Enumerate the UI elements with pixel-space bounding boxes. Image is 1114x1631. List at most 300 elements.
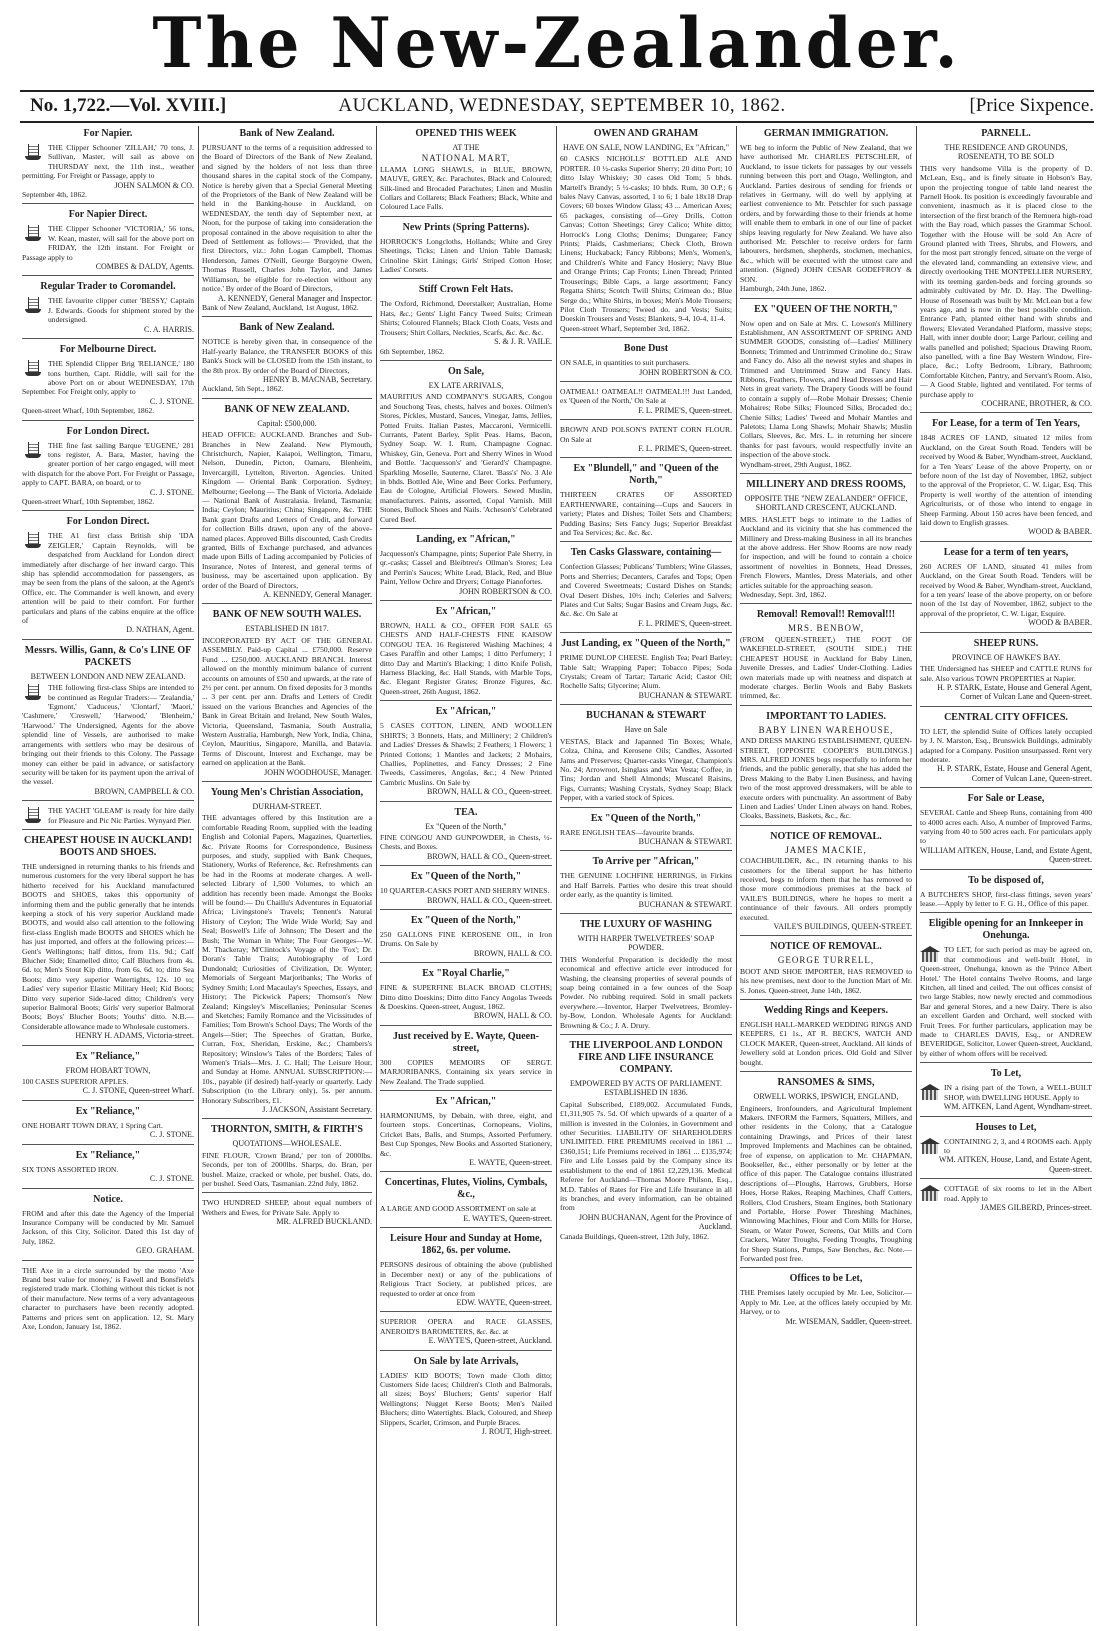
advertisement (202, 1124, 372, 1193)
ad-heading: PARNELL. (981, 128, 1031, 139)
advertisement (380, 606, 552, 701)
advertisement (202, 322, 372, 398)
ad-subheading: Have on Sale (624, 725, 668, 735)
ad-body-text: THE undersigned in returning thanks to his friends and numerous customers for the very liberal support he has hitherto received for his Auckland manufactured BOOTS and SHOES, takes this opportunity of informing them and the public generally that he intends keeping a stock of his very superior Auckland made BOOTS, and would also call attention to the following first-class English made BOOTS and SHOES which he has just imported, and offers at the following prices:— Gent's Wellingtons; half dittos, from 11s. 9d.; Calf Blucher Side; Enamelled ditto; Calf Bluchers from 4s. 6d. to; Men's Stout Kip ditto, from 6s. 6d. to; ditto Sea Boots; ditto very superior Watertights, 12s. 10 to; Ladies' very superior Elastic Military Heel; Kid Boots; Ditto very superior Side-laced ditto; Children's very superior Balmoral Boots; Girls' very superior Balmoral Boots; Boys' Blucher Boots; Youths' ditto. N.B.—Considerable allowance made to Wholesale customers. (22, 861, 194, 1031)
column-3 (380, 126, 552, 1626)
dateline-rule (20, 121, 1094, 123)
masthead-rule (20, 90, 1094, 92)
ad-signature: C. J. STONE. (149, 487, 194, 497)
advertisement (920, 128, 1092, 413)
ad-heading: For Napier Direct. (68, 209, 148, 221)
ad-body (22, 1266, 194, 1332)
ad-heading: Ex "Reliance," (75, 1105, 141, 1117)
ad-body (920, 808, 1092, 846)
ad-signature: JOHN ROBERTSON & CO. (459, 586, 552, 596)
advertisement (560, 425, 732, 458)
ad-dateline: Hamburgh, 24th June, 1862. (740, 284, 827, 294)
ad-body (740, 143, 912, 284)
ad-body (380, 1371, 552, 1427)
ad-heading: Leisure Hour and Sunday at Home, 1862, 6s. per volume. (390, 1233, 542, 1257)
advertisement (920, 638, 1092, 707)
advertisement (22, 344, 194, 420)
house-icon (920, 1185, 940, 1201)
ad-body (560, 358, 732, 367)
ad-signature: EDW. WAYTE, Queen-street. (456, 1297, 552, 1307)
ad-dateline: Auckland, 5th Sept., 1862. (202, 384, 284, 394)
ship-icon (22, 297, 44, 315)
ad-body (740, 967, 912, 995)
advertisement (380, 1233, 552, 1312)
ad-signature: A. KENNEDY, General Manager. (263, 590, 372, 600)
ad-heading: For Sale or Lease, (967, 793, 1045, 805)
ad-body (920, 1083, 1092, 1102)
advertisement (380, 366, 552, 529)
ad-dateline: 6th September, 1862. (380, 346, 445, 356)
ad-caption: JAMES MACKIE, (785, 844, 867, 855)
ad-body (22, 806, 194, 825)
place-date: AUCKLAND, WEDNESDAY, SEPTEMBER 10, 1862. (338, 95, 786, 116)
ad-heading: BUCHANAN & STEWART (586, 710, 706, 722)
ad-heading: To Arrive per "African," (592, 856, 700, 868)
ad-heading: Wedding Rings and Keepers. (764, 1005, 888, 1017)
advertisement (22, 1150, 194, 1189)
column-rule (376, 126, 377, 1626)
ad-signature: E. WAYTE, Queen-street. (469, 1158, 552, 1168)
ad-body (202, 1151, 372, 1189)
ad-body-text: THE Clipper Schooner 'ZILLAH,' 70 tons, J. Sullivan, Master, will sail as above on THURSDAY next, the 11th inst., weather permitting. For Freight or Passage, apply to (22, 143, 194, 181)
ad-body (560, 653, 732, 691)
ad-heading: IMPORTANT TO LADIES. (766, 710, 886, 722)
ad-body-text: PRIME DUNLOP CHEESE. English Tea; Pearl Barley; Table Salt; Wrapping Paper; Tobacco Pipes; Soda Crystals; Cream of Tartar; Tartaric Acid; Castor Oil; Rochelle Salts; Glycerine; Alum. (560, 653, 732, 691)
ad-signature: WILLIAM AITKEN, House, Land, and Estate Agent, Queen-street. (920, 845, 1092, 865)
ad-body (202, 813, 372, 1105)
ad-body (202, 636, 372, 768)
ad-body (380, 1317, 552, 1336)
advertisement (920, 418, 1092, 541)
ad-subheading: OPPOSITE THE "NEW ZEALANDER" OFFICE, SHORTLAND CRESCENT, AUCKLAND. (744, 494, 908, 513)
advertisement (560, 343, 732, 382)
ad-heading: Removal! Removal!! Removal!!! (756, 609, 896, 621)
ad-body-text: IN a rising part of the Town, a WELL-BUILT SHOP, with DWELLING HOUSE. Apply to (944, 1083, 1092, 1102)
ad-body (380, 621, 552, 696)
ad-body-text: TO LET, for such period as may be agreed on, that commodious and well-built Hotel, in Queen-street, Onehunga, known as the 'Prince Albert Hotel.' The Hotel contains Twelve Rooms, and large Kitchen, all lined and ceiled. The out offices consist of two large Stables, now newly erected and commodious Bar and general Stores, and a new Dairy. There is also an excellent Garden and Orchard, well stocked with Fruit Trees. For further particulars, application may be made to CHARLES DAVIS, Esq., or ANDREW BEVERIDGE, Solicitor, Lower Queen-street, Auckland, by either of whom offers will be received. (920, 945, 1092, 1058)
ad-body (740, 635, 912, 701)
ad-signature: BROWN, CAMPBELL & CO. (94, 786, 194, 796)
ad-body (380, 165, 552, 212)
ad-dateline: Canada Buildings, Queen-street, 12th July, 1862. (560, 1231, 710, 1241)
ad-signature: COCHRANE, BROTHER, & CO. (981, 398, 1092, 408)
ad-body (560, 425, 732, 444)
ad-signature: BUCHANAN & STEWART. (638, 899, 732, 909)
ad-subheading: EMPOWERED BY ACTS OF PARLIAMENT. ESTABLISHED IN 1836. (570, 1079, 722, 1098)
ad-body-text: Now open and on Sale at Mrs. C. Lowson's Millinery Establishment, AN ASSORTMENT OF SPRING AND SUMMER GOODS, consisting of—Ladies' Millinery Bonnets; Trimmed and Untrimmed Crinoline do.; Straw and Fancy do. Also all the newest styles and shapes in Trimmed and Untrimmed Straw and Fancy Hats. Ribbons, Feathers, Flowers, and Head Dresses and Hair Nets in great variety. The Drapery Goods will be found to contain a supply of—Robe Mohair Dresses; Chenie Mohaires; Robe Silks; Flounced Silks, Brocaded do.; Chenie Silks; Ladies' Tweed and Mohair Mantles and Paletots; Llama Long Shawls; Mohair Shawls; Muslin Collars, Sleeves, &c. Mrs. L. in returning her sincere thanks for past favours, would respectfully invite an inspection of the above stock. (740, 318, 912, 460)
ad-heading: Regular Trader to Coromandel. (40, 281, 176, 293)
ad-signature: C. J. STONE. (149, 396, 194, 406)
ad-body (202, 143, 372, 294)
column-rule (916, 126, 917, 1626)
ad-heading: Eligible opening for an Innkeeper in Onehunga. (928, 918, 1084, 942)
ad-body-text: CONTAINING 2, 3, and 4 ROOMS each. Apply to (944, 1136, 1092, 1155)
column-2 (202, 126, 372, 1626)
ad-signature: WM. AITKEN, Land Agent, Wyndham-street. (943, 1102, 1092, 1112)
ad-heading: Ex "African," (435, 606, 497, 618)
ad-body-text: The Oxford, Richmond, Deerstalker; Australian, Home Hats, &c.; Gents' Light Fancy Tweed Suits; Crimean Shirts; Coloured Flannels; Black Cloth Coats, Vests and Trousers; Shirt Collars, Neckties, Scarfs, &c. &c. &c. (380, 299, 552, 337)
ad-body (202, 430, 372, 590)
ad-body-text: AND DRESS MAKING ESTABLISHMENT, QUEEN-STREET, [OPPOSITE COOPER'S BUILDINGS.] MRS. ALFRED JONES begs respectfully to inform her friends, and the public generally, that she has added the Dress Making to the Baby Linen Business, and having two of the most approved dressmakers, will be able to execute orders with punctuality. An assortment of Baby Linen and Ladies' Under Linen always on hand. Robes, Cloaks, Bassinets, Baskets, &c., &c. (740, 736, 912, 821)
ad-body (740, 319, 912, 460)
ad-heading: Ex "African," (435, 1096, 497, 1108)
ad-body (920, 433, 1092, 527)
advertisement (920, 875, 1092, 914)
ad-body (920, 664, 1092, 683)
ad-body-text: BROWN, HALL & CO., OFFER FOR SALE 65 CHESTS AND HALF-CHESTS FINE KAISOW CONGOU TEA. 16 Registered Washing Machines; 4 Cases Paraffin and other Lamps; 1 ditto Perfumery; 1 ditto Day and Martin's Blacking; 1 ditto Knife Polish, Harness Blacking, &c. Hall Stands, with Marble Tops, &c. Elegant Register Grates; Bronze Figures, &c. Queen-street, 26th August, 1862. (380, 621, 552, 696)
ad-body (740, 1104, 912, 1264)
ad-body (22, 143, 194, 181)
ad-body-text: ENGLISH HALL-MARKED WEDDING RINGS AND KEEPERS, £1 1s., AT R. BECK'S, WATCH AND CLOCK MAKER, Queen-street, Auckland. All kinds of Jewellery sold at London prices. Old Gold and Silver bought. (740, 1020, 912, 1067)
ad-body-text: HEAD OFFICE: AUCKLAND. Branches and Sub-Branches in New Zealand. New Plymouth, Christchurch, Napier, Kaiapoi, Wellington, Timaru, Nelson, Dunedin, Picton, Oamaru, Blenheim, Invercargill, Lyttelton, Riverton. Agencies. United Kingdom — Oriental Bank Corporation. Sydney; Melbourne; Geelong — The Bank of Victoria. Adelaide — National Bank of Australasia. Ireland, Tasmania; India; Ceylon; Mauritius; China; Singapore, &c. THE Bank grant Drafts and Letters of Credit, and forward for collection Bills drawn, upon any of the above-named places. Approved Bills discounted, Cash Credits granted, Bills of Exchange purchased, and advances made upon Bills of Lading accompanied by Policies of Insurance, Notes of Interest, and general terms of business, may be ascertained upon application. By order of the Board of Directors, (202, 430, 372, 590)
ad-body-text: TO LET, the splendid Suite of Offices lately occupied by J. N. Marston, Esq., Brunswick Buildings, admirably adapted for a Company. Position unsurpassed. Rent very moderate. (920, 726, 1092, 764)
ad-body (740, 515, 912, 590)
ad-body-text: A LARGE AND GOOD ASSORTMENT on sale at (380, 1204, 537, 1214)
advertisement (920, 793, 1092, 869)
advertisement (920, 1184, 1092, 1216)
ad-heading: Bank of New Zealand. (239, 322, 335, 334)
ad-signature: BUCHANAN & STEWART. (638, 836, 732, 846)
ad-body-text: THE following first-class Ships are intended to be continued as Regular Traders:— 'Zealandia,' 'Egmont,' 'Caduceus,' 'Clontarf,' 'Maori,' 'Cashmere,' 'Creswell,' 'Harwood,' 'Blenheim,' 'Harwood.' The Undersigned, Agents for the above splendid line of Vessels, are authorised to make arrangements with settlers who may be desirous of bringing out their friends to this Colony. The Passage money can either be paid in advance, or satisfactory security will be taken for its payment upon the arrival of the vessel. (22, 683, 194, 787)
ad-body-text: ONE HOBART TOWN DRAY, 1 Spring Cart. (22, 1120, 163, 1130)
ad-body (380, 392, 552, 524)
ad-subheading: ESTABLISHED IN 1817. (245, 624, 329, 634)
ad-body (22, 1209, 194, 1247)
ad-body-text: 250 GALLONS FINE KEROSENE OIL, in Iron Drums. On Sale by (380, 929, 552, 949)
house-icon (920, 946, 940, 962)
advertisement (380, 871, 552, 910)
ad-body (380, 886, 552, 895)
advertisement (380, 807, 552, 867)
ad-body-text: THE Axe in a circle surrounded by the motto 'Axe Brand best value for money,' is Fawell and Bonsfield's registered trade mark. Clothing without this ticket is not of their manufacture. New terms of a very advantageous character to purchasers have been recently adopted. Patterns and prices sent on application. 12, St. Mary Axe, London, January 1st, 1862. (22, 1265, 194, 1331)
ad-subheading: Ex "Queen of the North," (425, 821, 507, 831)
advertisement (740, 711, 912, 826)
ad-signature: BROWN, HALL & CO., Queen-street. (426, 851, 552, 861)
advertisement (22, 645, 194, 801)
ad-caption: MRS. BENBOW, (788, 623, 864, 634)
ad-heading: OWEN AND GRAHAM (593, 128, 699, 139)
ad-body-text: 5 CASES COTTON, LINEN, AND WOOLLEN SHIRTS; 3 Bonnets, Hats, and Millinery; 2 Children's and Ladies' Dresses & Shawls; 2 Feathers; 1 Flowers; 1 Printed Cottons; 1 Mantles and Jackets; 2 Mohairs, Challies, Poplinettes, and Fancy Dresses; 2 Fine Tweeds, Cassimeres, Angolas, &c.; 4 New Printed Cambric Muslins. On Sale by (380, 721, 552, 787)
ad-body-text: FINE FLOUR, 'Crown Brand,' per ton of 2000lbs. Seconds, per ton of 2000lbs. Sharps, do. Bran, per bushel. Maize, cracked or whole, per bushel. Oats, do. per bushel. Seed Oats, Tasmanian. 22nd July, 1862. (202, 1150, 372, 1188)
ad-signature: C. J. STONE, Queen-street Wharf. (82, 1086, 194, 1096)
advertisement (22, 1266, 194, 1336)
ad-body-text: WE beg to inform the Public of New Zealand, that we have authorised Mr. CHARLES PETSCHLER, of Auckland, to issue tickets for passages by our vessels running between this port and Otago, Wellington, and Auckland. Parties desirous of sending for friends or relatives in Germany, will do well by applying at earliest convenience to Mr. Petschler for such passage orders, and by forwarding those to their friends at home will enable them to embark in one of our line of packet ships leaving regularly for New Zealand. We have also authorised Mr. Petschler to receive orders for farm labourers, herdsmen, shepherds, stockmen, mechanics, &c., which will be executed with the utmost care and attention. (Signed) JOHN CESAR GODEFFROY & SON. (740, 143, 912, 284)
ad-body-text: FINE CONGOU AND GUNPOWDER, in Chests, ½-Chests, and Boxes. (380, 832, 552, 852)
advertisement (740, 941, 912, 1000)
ad-body-text: THE favourite clipper cutter 'BESSY,' Captain J. Edwards. Goods for shipment stored by the undersigned. (48, 296, 194, 325)
ad-heading: Stiff Crown Felt Hats. (418, 284, 514, 296)
ad-body (22, 1165, 194, 1174)
ad-signature: C. J. STONE. (149, 1174, 194, 1184)
ad-body-text: OATMEAL! OATMEAL!! OATMEAL!!! Just Landed, ex 'Queen of the North,' On Sale at (560, 386, 732, 406)
ad-body-text: SIX TONS ASSORTED IRON. (22, 1164, 119, 1174)
advertisement (560, 547, 732, 633)
column-5 (740, 126, 912, 1626)
advertisement (740, 609, 912, 705)
ad-body-text: THE Splendid Clipper Brig 'RELIANCE,' 180 tons burthen, Capt. Riddle, will sail for the above Port on or about WEDNESDAY, 17th September. For Freight only, apply to (22, 359, 194, 397)
ad-heading: To Let, (990, 1068, 1022, 1080)
ad-signature: D. NATHAN, Agent. (126, 625, 194, 635)
ad-body (920, 945, 1092, 1058)
ad-body-text: A BUTCHER'S SHOP, first-class fittings, seven years' lease.—Apply by letter to F. G. H., Office of this paper. (920, 889, 1092, 908)
advertisement (560, 463, 732, 542)
ad-signature: BUCHANAN & STEWART. (638, 690, 732, 700)
ad-body (560, 562, 732, 618)
ad-heading: Ex "Reliance," (75, 1050, 141, 1062)
ad-heading: Ex "Royal Charlie," (422, 968, 510, 980)
ad-dateline: Wednesday, Sept. 3rd, 1862. (740, 590, 827, 600)
ad-subheading: THE RESIDENCE AND GROUNDS, ROSENEATH, TO BE SOLD (944, 143, 1068, 162)
ad-heading: RANSOMES & SIMS, (777, 1077, 875, 1089)
ad-body (22, 359, 194, 397)
ad-body (920, 727, 1092, 765)
ad-body (920, 1184, 1092, 1203)
column-rule (736, 126, 737, 1626)
ad-signature: E. WAYTE'S, Queen-street, Auckland. (428, 1336, 552, 1346)
ad-body-text: THIRTEEN CRATES OF ASSORTED EARTHENWARE, containing—Cups and Saucers in variety; Plates and Dishes; Toilet Sets and Chambers; Pudding Basins; Sets Fancy Jugs; Superior Breakfast and Tea Services; &c. &c. &c. (560, 490, 732, 537)
ad-signature: JOHN ROBERTSON & CO. (639, 367, 732, 377)
advertisement (380, 534, 552, 601)
ad-heading: For London Direct. (66, 425, 150, 437)
ad-heading: NOTICE OF REMOVAL. (770, 830, 882, 842)
ad-body-text: (FROM QUEEN-STREET,) THE FOOT OF WAKEFIELD-STREET, (SOUTH SIDE.) THE CHEAPEST HOUSE in Auckland for Baby Linen, Juvenile Dresses, and Ladies' Under-Clothing. Ladies own materials made up with neatness and dispatch at moderate charges. Berlin Wools and Baby Baskets trimmed, &c. (740, 634, 912, 701)
ad-heading: CENTRAL CITY OFFICES. (944, 711, 1068, 723)
ad-body (380, 1260, 552, 1298)
house-icon (920, 1084, 940, 1100)
advertisement (380, 1031, 552, 1091)
advertisement (380, 1096, 552, 1172)
ad-signature: A. KENNEDY, General Manager and Inspector. (217, 293, 372, 303)
ad-heading: Houses to Let, (975, 1121, 1037, 1133)
ad-heading: Concertinas, Flutes, Violins, Cymbals, &c., (384, 1177, 548, 1201)
advertisement (380, 1317, 552, 1350)
ad-body (380, 983, 552, 1011)
advertisement (740, 128, 912, 299)
ad-subheading: BETWEEN LONDON AND NEW ZEALAND. (30, 671, 186, 681)
ad-body-text: 1848 ACRES OF LAND, situated 12 miles from Auckland, on the Great South Road. Tenders will be received by Wood & Baber, Wyndham-street, Auckland, for a Ten Years' Lease of the above Property, on or before noon of the 1st day of November, 1862, subject to the approval of the Proprietor, C. W. Ligar, Esq. This Property is well worthy of the attention of intending Agriculturists, or of those who intend to engage in Sheep Farming. About 150 acres have been fenced, and laid down to English grasses. (920, 433, 1092, 528)
ship-icon (22, 144, 44, 162)
advertisement (22, 806, 194, 830)
ad-heading: On Sale, (447, 365, 485, 377)
ad-body-text: THE Clipper Schooner 'VICTORIA,' 56 tons, W. Kean, master, will sail for the above port on FRIDAY, the 12th instant. For Freight or Passage apply to (22, 224, 194, 262)
newspaper-title: The New-Zealander. (152, 2, 962, 84)
advertisement (22, 281, 194, 339)
house-icon (920, 1138, 940, 1154)
ad-body (560, 955, 732, 1030)
ad-body (560, 737, 732, 803)
ad-heading: Landing, ex "African," (416, 534, 516, 545)
ad-signature: WOOD & BABER. (1028, 618, 1092, 628)
ad-body-text: MAURITIUS AND COMPANY'S SUGARS, Congou and Souchong Teas, chests, halves and boxes. Oilmen's Stores, Pickles, Mustard, Sauces, Vinegar, Jams, Jellies, Potted Fruits. Italian Pastes, Maccaroni, Vermicelli. Currants, Patent Barley, Split Peas. Hams, Bacon, Sydney Soap. W. I. Rum, Champagne Cognac. Whiskey, Gin, Geneva. Port and Sherry Wines in Wood and Bottle. 'Jacquesson's' and 'Gerard's' Champagne. Sparkling Moselle, Sauterne, Claret. 'Bass's' No. 3 Ale in bhds. Bottled Ale, Wine and Beer Corks. Perfumery, Eau de Cologne, Artificial Flowers. Sewed Muslin, manufacturers. Paints, assorted, Copal Varnish. Mill Stones, Bullock Shoes and Nails. 'Acheson's' Celebrated Cured Beef. (380, 392, 552, 524)
ad-heading: Ex "Reliance," (75, 1149, 141, 1161)
ad-signature: F. L. PRIME'S, Queen-street. (638, 618, 732, 628)
ad-body (22, 296, 194, 324)
advertisement (380, 706, 552, 801)
ad-body (560, 490, 732, 537)
ad-body-text: LADIES' KID BOOTS; Town made Cloth ditto; Customers Side laces; Children's Cloth and Balmorals, all sizes; Boys' Bluchers; Gents' superior Half Wellingtons; Nugget Kerse Boots; Men's Nailed Bluchers; ditto Watertights. Black, Coloured, and Sheep Slippers, Scarlet, Crimson, and Purple Braces. (380, 1370, 552, 1427)
ad-body-text: Capital Subscribed, £189,002. Accumulated Funds, £1,311,905 7s. 5d. Of which upwards of a quarter of a million is invested in the Colonies, in Government and other Securities. LIABILITY OF SHAREHOLDERS UNLIMITED. FIRE PREMIUMS received in 1861 ... £360,151; Life Premiums received in 1861 ... £135,974; Fire and Life Losses paid by the Company since its establishment to the end of 1861 £2,229,136. Medical Referee for Auckland—Thomas Moore Philson, Esq., M.D. Tables of Rates for Fire and Life Insurance in all its branches, and every information, can be obtained from (560, 1099, 732, 1213)
column-rule (556, 126, 557, 1626)
ship-icon (22, 442, 44, 460)
ad-body (202, 1198, 372, 1217)
ad-signature: F. L. PRIME'S, Queen-street. (638, 405, 732, 415)
advertisement (380, 128, 552, 217)
ad-body-text: SUPERIOR OPERA and RACE GLASSES, ANEROID'S BAROMETERS, &c. &c. at (380, 1317, 552, 1336)
ad-signature: VAILE'S BUILDINGS, QUEEN-STREET. (773, 922, 912, 932)
ad-body-text: HORROCK'S Longcloths, Hollands; White and Grey Sheetings, Ticks; Linen and Union Table Damask; Crinoline Skirt Linings; Girls' Striped Cotton Hose; Ladies' Corsets. (380, 236, 552, 275)
ad-subheading: DURHAM-STREET. (252, 801, 322, 811)
ad-heading: THORNTON, SMITH, & FIRTH'S (211, 1124, 363, 1136)
ad-heading: Bank of New Zealand. (239, 128, 335, 139)
ad-heading: For Melbourne Direct. (59, 344, 157, 356)
ad-heading: TEA. (454, 806, 478, 818)
advertisement (560, 1040, 732, 1245)
ad-body (380, 721, 552, 787)
advertisement (380, 1356, 552, 1441)
ad-heading: For Napier. (83, 128, 133, 139)
ad-body (560, 387, 732, 406)
ad-body-text: THE GENUINE LOCHFINE HERRINGS, in Firkins and Half Barrels. Parties who desire this treat should order early, as the quantity is limited. (560, 871, 732, 900)
ad-signature: C. A. HARRIS. (143, 324, 194, 334)
ship-icon (22, 360, 44, 378)
ad-body-text: 10 QUARTER-CASKS PORT AND SHERRY WINES. (380, 886, 550, 896)
ad-body (380, 299, 552, 337)
ad-heading: Messrs. Willis, Gann, & Co's LINE OF PACKETS (24, 644, 192, 668)
ad-signature: J. ROUT, High-street. (481, 1426, 552, 1436)
ad-heading: Just received by E. Wayte, Queen-street, (392, 1030, 539, 1054)
ad-body (920, 562, 1092, 618)
column-1 (22, 126, 194, 1626)
ad-signature: Mr. WISEMAN, Saddler, Queen-street. (785, 1316, 912, 1326)
ad-heading: OPENED THIS WEEK (415, 128, 517, 139)
advertisement (22, 426, 194, 512)
ad-body (740, 736, 912, 821)
ad-body-text: COACHBUILDER, &c., IN returning thanks to his customers for the liberal support he has hitherto received, begs to inform them that he has removed to those more commodious premises at the back of VAILE'S BUILDINGS, where he hopes to merit a continuance of their favours. All orders promptly executed. (740, 856, 912, 922)
ad-heading: Just Landing, ex "Queen of the North," (561, 638, 731, 650)
ad-heading: New Prints (Spring Patterns). (402, 221, 530, 233)
ad-heading: Young Men's Christian Association, (210, 786, 364, 798)
ad-body-text: VESTAS, Black and Japanned Tin Boxes; Whale, Colza, China, and Kerosene Oils; Candles, Assorted Jams and Preserves; Quarter-casks Vinegar, Champion's No. 24; Arrowroot, Isinglass and Wax Vesta; Coffee, in Tins; Jordan and Shell Almonds; Muscatel Raisins, Figs, Currants; Washing Crystals, Sydney Soap; Black Pepper, with a varied stock of Spices. (560, 736, 732, 803)
ad-body-text: THIS Wonderful Preparation is decidedly the most economical and effective article ever introduced for Washing, the cleansing properties of several pounds of soap being contained in a few ounces of the Soap Powder. No rubbing required. Sold in small packets everywhere.—Inventor, Harper Twelvetrees, Bromley-by-Bow, London. Wholesale Agents for Auckland: Browning & Co.; J. A. Drury. (560, 954, 732, 1030)
ad-caption: BABY LINEN WAREHOUSE, (758, 724, 894, 735)
ad-body (920, 164, 1092, 399)
ad-dateline: Bank of New Zealand, Auckland, 1st August, 1862. (202, 302, 359, 312)
ad-heading: For London Direct. (66, 516, 150, 528)
advertisement (22, 835, 194, 1046)
advertisement (22, 1051, 194, 1101)
ad-body-text: HARMONIUMS, by Debain, with three, eight, and fourteen stops. Concertinas, Cornopeans, Violins, Cricket Bats, Balls, and Stumps, Assorted Perfumery. Best Cup Sponges, New Books and Assorted Stationery, &c. (380, 1111, 552, 1158)
ad-signature: WM. AITKEN, House, Land, and Estate Agent, Queen-street. (938, 1155, 1092, 1174)
ad-body (380, 1058, 552, 1086)
advertisement (560, 813, 732, 852)
price: [Price Sixpence. (969, 95, 1094, 116)
ad-heading: BANK OF NEW SOUTH WALES. (212, 609, 362, 621)
ad-heading: Bone Dust (623, 343, 669, 355)
ad-heading: For Lease, for a term of Ten Years, (932, 418, 1080, 430)
ad-signature: HENRY B. MACNAB, Secretary. (263, 374, 372, 384)
ad-body (22, 531, 194, 625)
ad-body-text: 300 COPIES MEMOIRS OF SERGT. MARJORIBANKS, Containing six years service in New Zealand. The Trade supplied. (380, 1057, 552, 1086)
ship-icon (22, 532, 44, 550)
ad-heading: NOTICE OF REMOVAL. (770, 941, 882, 953)
ad-body (920, 1137, 1092, 1156)
ad-body (202, 337, 372, 375)
ad-body-text: THE A1 first class British ship 'IDA ZEIGLER,' Captain Reynolds, will be despatched from Auckland for London direct immediately after discharge of her inward cargo. This ship has splendid accommodation for passengers, as may be seen from the plans of the saloon, at the Agent's Office, etc. The Commander is well known, and every attention will be paid to their comfort. For further particulars and plans of the cabins enquire at the office of (22, 531, 194, 626)
advertisement (22, 516, 194, 639)
ad-signature: COMBES & DALDY, Agents. (95, 262, 194, 272)
ad-heading: BANK OF NEW ZEALAND. (224, 403, 350, 415)
ad-signature: C. J. STONE. (149, 1130, 194, 1140)
dateline (30, 95, 1094, 119)
ad-body (22, 862, 194, 1031)
ad-signature: BROWN, HALL & CO., Queen-street. (426, 895, 552, 905)
ad-subheading: EX LATE ARRIVALS, (428, 380, 504, 390)
advertisement (740, 831, 912, 937)
ad-body (22, 224, 194, 262)
ad-body-text: THIS very handsome Villa is the property of D. McLean, Esq., and is finely situate in Hobson's Bay, upon the projecting tongue of table land nearest the Parnell Hook. Its position is exceedingly favourable and convenient, inasmuch as it is placed close to the intersection of the first branch of the Remuera high-road with the Bay road, which passes the Grammar School. Together with the House will be sold An Acre of Ground planted with Trees, Shrubs, and Flowers, and for the most part strongly fenced, situate on the verge of the elevated land, commanding an extensive view, and directly overlooking THE MONTPELLIER NURSERY, with its teeming garden-beds and forcing grounds so admirably cultivated by Mr. D. Hay. The Dwelling-House of Roseneath was built by Mr. McLean but a few years ago, and is now in the best possible condition. Entrance Path, planted either hand with shrubs and flowers; Elevated Verandahed Platform, massive steps; Hall, with inner double door; Large Parlour, ceiling and walls panelled and polished; Spacious Drawing Room, also panelled, with a fine Bay Western Window, Fire-place, &c.; Lofty Bedroom, Library, Bathroom; Comfortable Kitchen, Pantry, and Servant's Room. Also,— A Good Stable, lighted and ventilated. For terms of purchase apply to (920, 163, 1092, 399)
issue-number: No. 1,722.—Vol. XVIII.] (30, 95, 227, 116)
ad-body (22, 441, 194, 488)
ad-body-text: Engineers, Ironfounders, and Agricultural Implement Makers. INFORM the Farmers, Squatters, Millers, and other residents in the Colony, that a Catalogue containing Drawings, and Prices of their latest Improved Implements and Machines can be obtained, free of expense, on application to Mr. CHAPMAN, Bookseller, &c., either personally or by letter at the office of this paper. The Catalogue contains illustrated descriptions of—Ploughs, Harrows, Grubbers, Horse Hoes, Horse Rakes, Reaping Machines, Chaff Cutters, Rollers, Clod Crushers, Steam Engines, both Stationary and Portable, Horse Power Threshing Machines, Winnowing Machines, Flour and Corn Mills for Horse, Steam, or Water Power, Screens, Oat Mills and Corn Crackers, Water Troughs, Feeding Troughs, Troughing for Sheep Stations, Pumps, Saw Benches, &c. Note.—Forwarded post free. (740, 1103, 912, 1263)
ad-body-text: TWO HUNDRED SHEEP, about equal numbers of Wethers and Ewes, for Private Sale. Apply to (202, 1198, 372, 1217)
ship-icon (22, 684, 44, 702)
advertisement (920, 918, 1092, 1063)
ad-body (380, 237, 552, 275)
advertisement (202, 128, 372, 317)
ad-body-text: THE fine fast sailing Barque 'EUGENE,' 281 tons register, A. Bara, Master, having the greater portion of her cargo engaged, will meet with dispatch for the above Port. For Freight or Passage, apply to CAPT. BARA, on board, or to (22, 440, 194, 488)
ad-body-text: THE Premises lately occupied by Mr. Lee, Solicitor.—Apply to Mr. Lee, at the offices lately occupied by Mr. Harvey, or to (740, 1288, 912, 1317)
ad-body-text: FINE & SUPERFINE BLACK BROAD CLOTHS; Ditto ditto Doeskins; Ditto ditto Fancy Angolas Tweeds & Doeskins. Queen-street, August, 1862. (380, 983, 552, 1011)
advertisement (920, 712, 1092, 788)
ad-body (22, 1077, 194, 1086)
ad-heading: Ten Casks Glassware, containing— (570, 547, 722, 559)
advertisement (22, 1106, 194, 1145)
ad-body-text: RARE ENGLISH TEAS—favourite brands. (560, 827, 695, 837)
ad-signature: JAMES GILBERD, Princes-street. (980, 1202, 1092, 1212)
ad-heading: Notice. (93, 1193, 123, 1205)
advertisement (380, 222, 552, 280)
advertisement (202, 1198, 372, 1230)
ad-heading: To be disposed of, (968, 874, 1044, 886)
ad-body (740, 1020, 912, 1067)
ad-heading: Ex "Queen of the North," (410, 871, 522, 883)
ad-body (740, 1288, 912, 1316)
ad-body (380, 930, 552, 949)
advertisement (560, 387, 732, 420)
ad-body-text: BROWN AND POLSON'S PATENT CORN FLOUR. On Sale at (560, 425, 732, 444)
ad-body-text: INCORPORATED BY ACT OF THE GENERAL ASSEMBLY. Paid-up Capital ... £750,000. Reserve Fund ... £250,000. AUCKLAND BRANCH. Interest allowed on the monthly minimum balance of current accounts on amounts of £50 and upwards, at the rate of 2½ per cent. per annum. On fixed deposits for 3 months ... 3 per cent. per ann. Drafts and Letters of Credit issued on the various Branches and Agencies of the Bank in Great Britain and Ireland, New South Wales, Victoria, Queensland, Tasmania, South Australia, Western Australia, Hamburgh, New York, India, China, Ceylon, Mauritius, Singapore, Manilla, and Batavia. Terms of Discount, Interest and Exchange, may be earned on application at the Bank. (202, 635, 372, 768)
advertisement (560, 710, 732, 807)
ad-body (740, 856, 912, 922)
ad-subheading: WITH HARPER TWELVETREES' SOAP POWDER. (577, 933, 715, 953)
ad-heading: CHEAPEST HOUSE IN AUCKLAND! BOOTS AND SHOES. (24, 834, 192, 858)
advertisement (740, 1077, 912, 1268)
ad-body (560, 1100, 732, 1213)
ad-heading: On Sale by late Arrivals, (413, 1355, 519, 1367)
ad-signature: HENRY H. ADAMS, Victoria-street. (75, 1031, 194, 1041)
advertisement (202, 404, 372, 605)
ad-body-text: Jacquesson's Champagne, pints; Superior Pale Sherry, in qr.-casks; Cassel and Bleibtreu's Ollman's Stores; Lea and Perrin's Sauces; White Lead, Black, Red, and Blue Paint, Yellow Ochre and Dryers; Cottage Pianofortes. (380, 549, 552, 587)
ad-heading: GERMAN IMMIGRATION. (763, 128, 889, 139)
advertisement (560, 128, 732, 338)
ad-body (22, 683, 194, 786)
ad-dateline: September 4th, 1862. (22, 190, 87, 200)
